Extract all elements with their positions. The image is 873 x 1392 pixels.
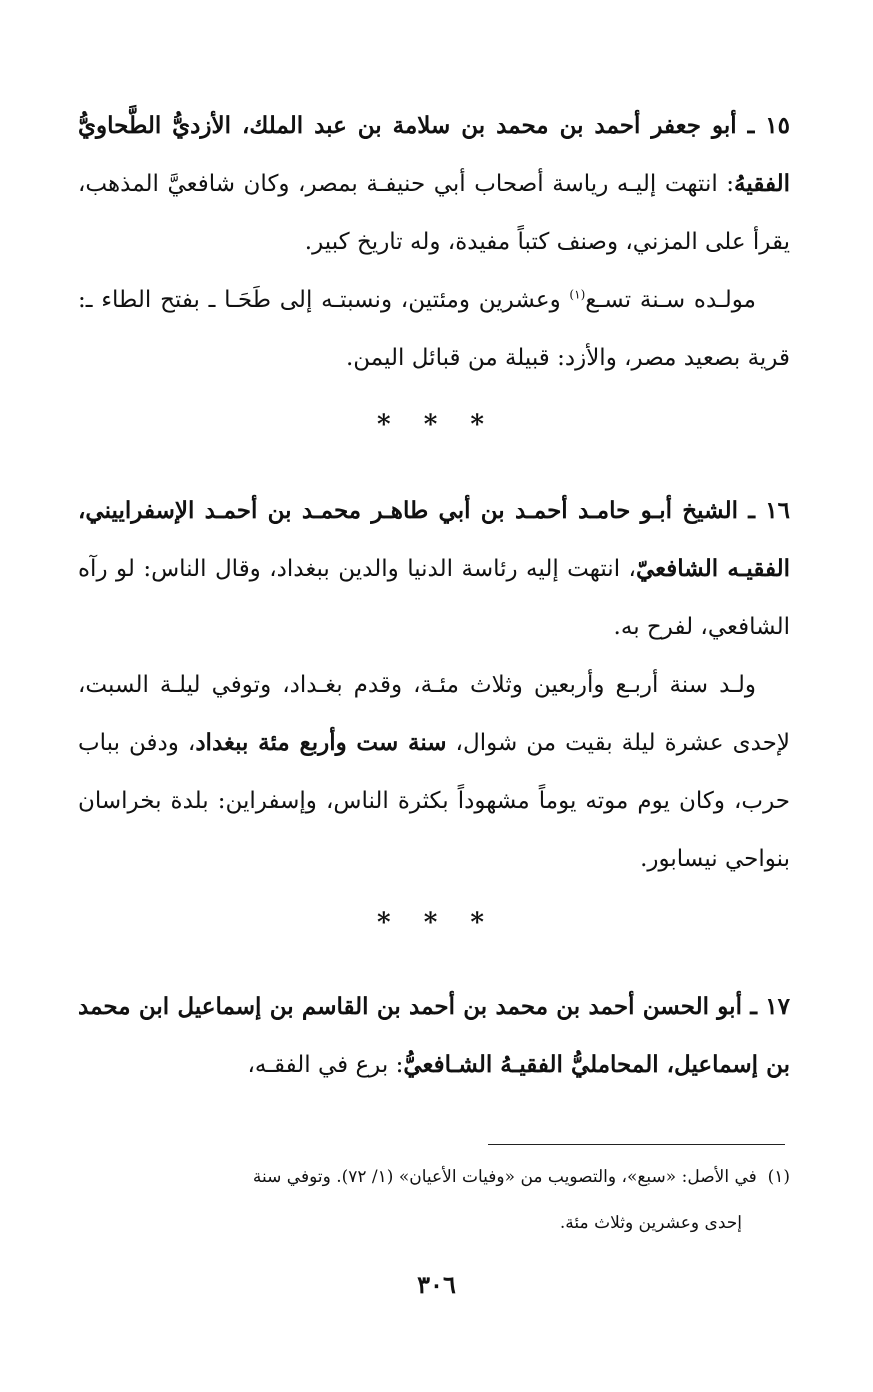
entry-16-birth-paragraph: [78, 656, 790, 888]
footnote-marker: (١): [767, 1167, 790, 1187]
footnote-reference: (١): [569, 287, 586, 302]
section-separator-1: * * *: [377, 410, 496, 440]
footnote-line-2: إحدى وعشرين وثلاث مئة.: [559, 1213, 742, 1233]
footnote: [78, 1154, 790, 1246]
entry-15-birth-paragraph: [78, 271, 790, 387]
section-separator-2: * * *: [377, 908, 496, 938]
entry-17-heading-paragraph: [78, 978, 790, 1094]
entry-15-text: : انتهت إليـه رياسة أصحاب أبي حنيفـة بمصر، وكان شافعيَّ المذهب، يقرأ على المزني، وصنف كتباً مفيدة، وله تاريخ كبير.: [78, 171, 790, 255]
entry-16-text: ، انتهت إليه رئاسة الدنيا والدين ببغداد، وقال الناس: لو رآه الشافعي، لفرح به.: [78, 556, 790, 640]
footnote-line-1: في الأصل: «سبع»، والتصويب من «وفيات الأعيان» (١/ ٧٢). وتوفي سنة: [252, 1167, 757, 1187]
entry-16-birth-text-start: ولـد سنة أربـع وأربعين وثلاث مئـة، وقدم بغـداد، وتوفي ليلـة السبت، لإحدى عشرة ليلة بقيت من شوال،: [78, 672, 790, 756]
footnote-divider: [488, 1144, 785, 1145]
entry-16-birth-text-end: ، ودفن بباب حرب، وكان يوم موته يوماً مشهوداً بكثرة الناس، وإسفراين: بلدة بخراسان بنواحي نيسابور.: [78, 730, 790, 872]
entry-15-birth-text-start: مولـده سـنة تسـع: [585, 287, 756, 313]
entry-15-birth-text-end: وعشرين ومئتين، ونسبتـه إلى طَحَـا ـ بفتح الطاء ـ: قرية بصعيد مصر، والأزد: قبيلة من قبائل اليمن.: [78, 287, 790, 371]
entry-16-death-date: سنة ست وأربع مئة ببغداد: [195, 729, 447, 756]
page-number: ٣٠٦: [417, 1270, 456, 1299]
entry-15-title: ١٥ ـ أبو جعفر أحمد بن محمد بن سلامة بن عبد الملك، الأزديُّ الطَّحاويُّ الفقيهُ: [78, 112, 790, 197]
entry-15-heading-paragraph: [78, 97, 790, 271]
entry-17-title: ١٧ ـ أبو الحسن أحمد بن محمد بن أحمد بن القاسم بن إسماعيل ابن محمد بن إسماعيل، المحامليُّ الفقيـهُ الشـافعيُّ: [78, 993, 790, 1078]
entry-16-heading-paragraph: [78, 482, 790, 656]
entry-17-text: : برع في الفقـه،: [247, 1052, 404, 1078]
entry-16-title: ١٦ ـ الشيخ أبـو حامـد أحمـد بن أبي طاهـر محمـد بن أحمـد الإسفراييني، الفقيـه الشافعيّ: [78, 497, 790, 582]
